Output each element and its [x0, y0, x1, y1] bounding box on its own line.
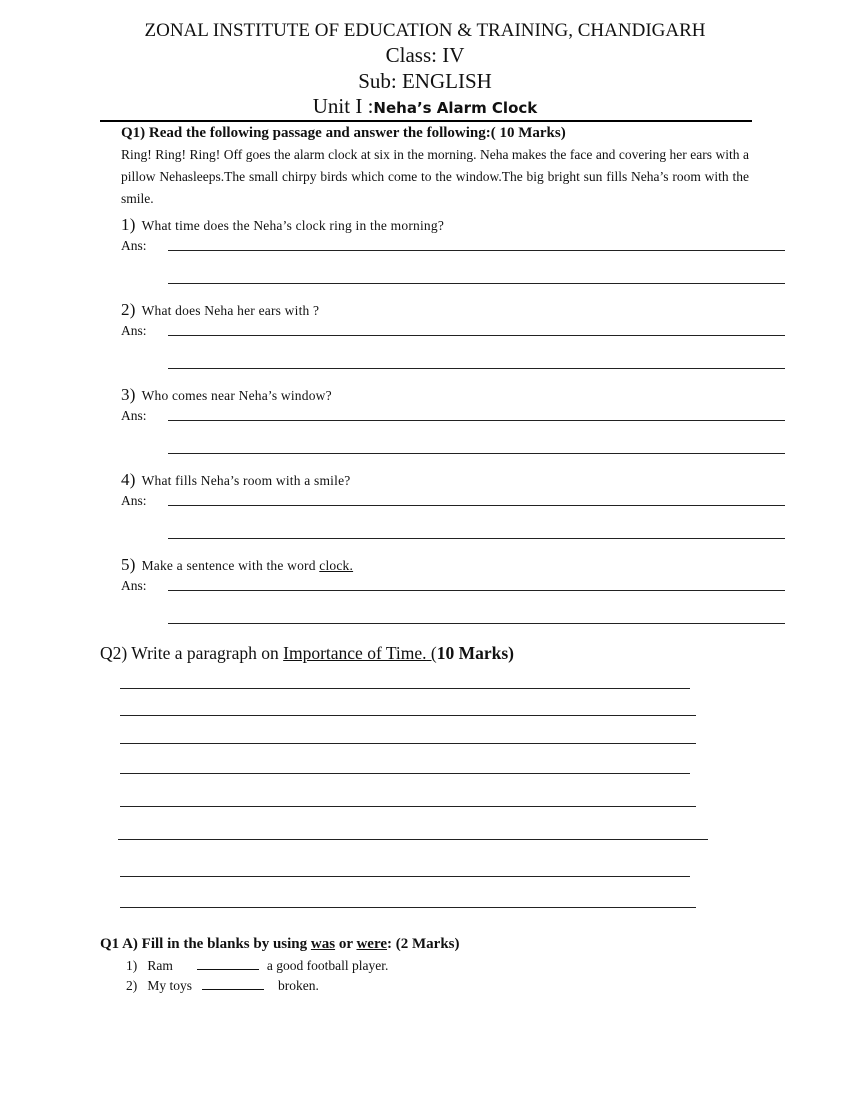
- answer-label: Ans:: [121, 238, 147, 253]
- answer-label: Ans:: [121, 578, 147, 593]
- question-text: What fills Neha’s room with a smile?: [141, 473, 351, 488]
- q2-topic: Importance of Time.: [283, 643, 427, 663]
- blank[interactable]: [202, 989, 264, 990]
- paragraph-line[interactable]: [118, 839, 708, 840]
- question-text: What does Neha her ears with ?: [141, 303, 320, 318]
- blank[interactable]: [197, 969, 259, 970]
- answer-line[interactable]: [168, 335, 785, 336]
- answer-line[interactable]: [168, 368, 785, 369]
- underlined-word: clock.: [319, 558, 354, 573]
- unit-name: Neha’s Alarm Clock: [373, 99, 538, 117]
- answer-line[interactable]: [168, 590, 785, 591]
- unit-title: [0, 94, 850, 119]
- question-1: [121, 215, 444, 235]
- item-after: a good football player.: [266, 958, 389, 973]
- answer-line[interactable]: [168, 420, 785, 421]
- answer-line[interactable]: [168, 538, 785, 539]
- question-4: [121, 470, 350, 490]
- class-label: Class: IV: [385, 43, 465, 67]
- question-5: [121, 555, 353, 575]
- item-before: My toys: [147, 978, 193, 993]
- question-number: 3): [121, 385, 136, 404]
- item-after: broken.: [278, 978, 319, 993]
- answer-label: Ans:: [121, 408, 147, 423]
- paragraph-line[interactable]: [120, 907, 696, 908]
- paragraph-line[interactable]: [120, 806, 696, 807]
- answer-line[interactable]: [168, 623, 785, 624]
- answer-line[interactable]: [168, 250, 785, 251]
- q1a-title: [100, 936, 460, 953]
- question-number: 2): [121, 300, 136, 319]
- fill-item-2: [126, 978, 319, 994]
- q1a-prefix: Q1 A) Fill in the blanks by using: [100, 936, 311, 952]
- q2-marks-open: (: [426, 643, 437, 663]
- word-were: were: [356, 936, 388, 952]
- q2-marks: 10 Marks): [436, 643, 515, 663]
- item-before: Ram: [147, 958, 173, 973]
- paragraph-line[interactable]: [120, 743, 696, 744]
- answer-label: Ans:: [121, 323, 147, 338]
- question-3: [121, 385, 332, 405]
- unit-prefix: Unit I :: [312, 94, 374, 118]
- question-number: 4): [121, 470, 136, 489]
- paragraph-line[interactable]: [120, 715, 696, 716]
- q1-title: Q1) Read the following passage and answer the following:( 10 Marks): [121, 125, 566, 141]
- question-2: [121, 300, 319, 320]
- paragraph-line[interactable]: [120, 773, 690, 774]
- question-number: 5): [121, 555, 136, 574]
- subject-label: Sub: ENGLISH: [358, 69, 492, 93]
- word-or: or: [335, 936, 357, 952]
- answer-line[interactable]: [168, 283, 785, 284]
- q1a-marks: : (2 Marks): [387, 936, 460, 952]
- item-number: 1): [126, 958, 138, 973]
- fill-item-1: [126, 958, 388, 974]
- paragraph-line[interactable]: [120, 688, 690, 689]
- header-divider: [100, 120, 752, 122]
- paragraph-line[interactable]: [120, 876, 690, 877]
- q2-title: [100, 643, 514, 664]
- question-text: Who comes near Neha’s window?: [141, 388, 332, 403]
- institute-title: ZONAL INSTITUTE OF EDUCATION & TRAINING, CHANDIGARH: [144, 20, 706, 41]
- question-number: 1): [121, 215, 136, 234]
- q2-prefix: Q2) Write a paragraph on: [100, 643, 284, 663]
- word-was: was: [310, 936, 336, 952]
- answer-line[interactable]: [168, 453, 785, 454]
- answer-line[interactable]: [168, 505, 785, 506]
- question-text: Make a sentence with the word: [141, 558, 320, 573]
- passage: Ring! Ring! Ring! Off goes the alarm clock at six in the morning. Neha makes the face and covering her ears with a pillow Nehasleeps.The small chirpy birds which come to the window.The big bright sun fills Neha’s room with the smile.: [121, 147, 749, 206]
- item-number: 2): [126, 978, 138, 993]
- answer-label: Ans:: [121, 493, 147, 508]
- question-text: What time does the Neha’s clock ring in the morning?: [141, 218, 445, 233]
